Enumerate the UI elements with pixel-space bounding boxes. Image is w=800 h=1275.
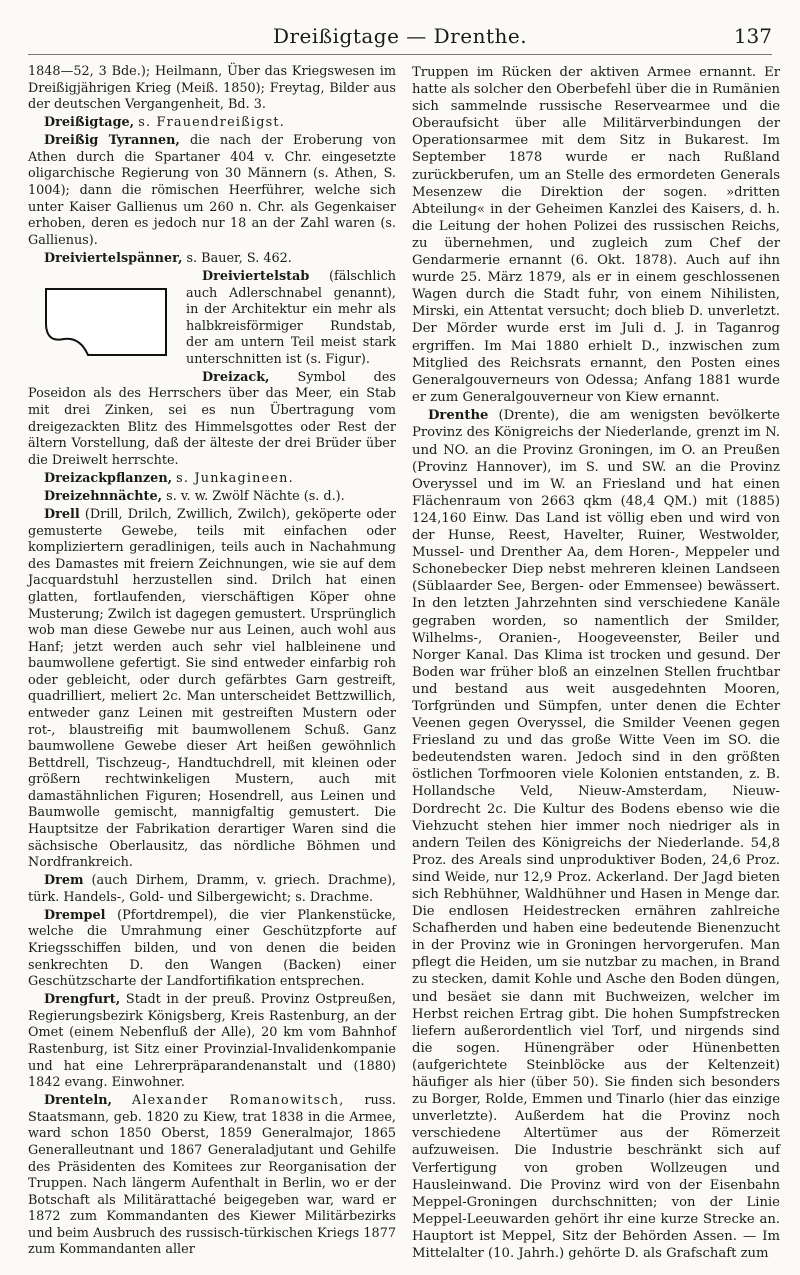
page-number: 137 xyxy=(733,24,772,48)
entry-text: Truppen im Rücken der aktiven Armee ernannt. Er hatte als solcher den Oberbefehl über die in Rumänien sich sammelnde russische Reservearmee und die Oberaufsicht über alle Militärverbindungen der Operationsarmee mit dem Sitz in Bukarest. Im September 1878 wurde er nach Rußland zurückberufen, um an Stelle des ermordeten Generals Mesenzew die Direktion der sogen. »dritten Abteilung« in der Geheimen Kanzlei des Kaisers, d. h. die Leitung der hohen Polizei des russischen Reichs, zu übernehmen, und zugleich zum Chef der Gendarmerie ernannt (6. Okt. 1878). Auch auf ihn wurde 25. März 1879, als er in einem geschlossenen Wagen durch die Stadt fuhr, von einem Nihilisten, Mirski, ein Attentat versucht; doch blieb D. unverletzt. Der Mörder wurde erst im Juli d. J. in Taganrog ergriffen. Im Mai 1880 erhielt D., inzwischen zum Mitglied des Reichsrats ernannt, den Posten eines Generalgouverneurs von Odessa; Anfang 1881 wurde er zum Generalgouverneur von Kiew ernannt. xyxy=(412,65,780,405)
page-header xyxy=(28,20,772,55)
entry-text: Symbol des Poseidon als des Herrschers über das Meer, ein Stab mit drei Zinken, sei es nun Übertragung vom dreigezackten Blitz des Himmelsgottes oder Rest der ältern Vorstellung, daß der älteste der drei Brüder über die Dreiwelt herrschte. xyxy=(28,369,396,468)
entry-drell xyxy=(28,507,396,872)
headword: Drenthe xyxy=(428,408,489,424)
entry-continuation xyxy=(28,64,396,114)
entry-continuation xyxy=(412,64,780,406)
entry-text: (Pfortdrempel), die vier Plankenstücke, welche die Umrahmung einer Geschützpforte auf Kriegsschiffen bilden, und von denen die beiden senkrechten D. den Wangen (Backen) einer Geschützscharte der Landfortifikation entsprechen. xyxy=(28,907,396,990)
entry-text: (Drill, Drilch, Zwillich, Zwilch), geköperte oder gemusterte Gewebe, teils mit einfachen oder kompliziertern geradlinigen, teils auch in Nachahmung des Damastes mit freiern Zeichnungen, wie sie auf dem Jacquardstuhl herzustellen sind. Drilch hat einen glatten, fortlaufenden, vierschäftigen Köper ohne Musterung; Zwilch ist dagegen gemustert. Ursprünglich wob man diese Gewebe nur aus Leinen, auch wohl aus Hanf; jetzt werden auch sehr viel halbleinene und baumwollene gefertigt. Sie sind entweder einfarbig roh oder gebleicht, oder durch gefärbtes Garn gestreift, quadrilliert, meliert 2c. Man unterscheidet Bettzwillich, entweder ganz Leinen mit gestreiften Mustern oder rot-, blaustreifig mit baumwollenem Schuß. Ganz baumwollene Gewebe dieser Art heißen gewöhnlich Bettdrell, Tischzeug-, Handtuchdrell, mit kleinen oder größern rechtwinkeligen Mustern, auch mit damastähnlichen Figuren; Hosendrell, aus Leinen und Baumwolle gemischt, mannigfaltig gemustert. Die Hauptsitze der Fabrikation derartiger Waren sind die sächsische Oberlausitz, das nördliche Böhmen und Nordfrankreich. xyxy=(28,507,396,871)
headword: Drem xyxy=(44,873,84,889)
entry-dreizackpflanzen xyxy=(28,471,396,488)
headword: Dreiviertelspänner, xyxy=(44,250,183,266)
entry-text: (Drente), die am wenigsten bevölkerte Provinz des Königreichs der Niederlande, grenzt im N. und NO. an die Provinz Groningen, im O. an Preußen (Provinz Hannover), im S. und SW. an die Provinz Overyssel und im W. an Friesland und hat einen Flächenraum von 2663 qkm (48,4 QM.) mit (1885) 124,160 Einw. Das Land ist völlig eben und wird von der Hunse, Reest, Havelter, Ruiner, Westwolder, Mussel- und Drenther Aa, dem Horen-, Meppeler und Schonebecker Diep nebst mehreren kleinen Landseen (Süblaarder See, Bergen- oder Emmensee) bewässert. In den letzten Jahrzehnten sind verschiedene Kanäle gegraben worden, so namentlich der Smilder, Wilhelms-, Oranien-, Hoogeveenster, Beiler und Norger Kanal. Das Klima ist trocken und gesund. Der Boden war früher bloß an einzelnen Stellen fruchtbar und bestand aus weit ausgedehnten Mooren, Torfgründen und Sümpfen, unter denen die Echter Veenen gegen Overyssel, die Smilder Veenen gegen Friesland zu und das große Witte Veen im SO. die bedeutendsten waren. Jedoch sind in den größten östlichen Torfmooren viele Kolonien entstanden, z. B. Hollandsche Veld, Nieuw-Amsterdam, Nieuw-Dordrecht 2c. Die Kultur des Bodens ebenso wie die Viehzucht stehen hier immer noch niedriger als in andern Teilen des Königreichs der Niederlande. 54,8 Proz. des Areals sind unproduktiver Boden, 24,6 Proz. sind Weide, nur 12,9 Proz. Ackerland. Der Jagd bieten sich Rebhühner, Waldhühner und Hasen in Menge dar. Die endlosen Heidestrecken ernähren zahlreiche Schafherden und haben eine bedeutende Bienenzucht in der Provinz wie in Groningen hervorgerufen. Man pflegt die Heiden, um sie nutzbar zu machen, in Brand zu stecken, damit Kohle und Asche den Boden düngen, und besäet sie dann mit Buchweizen, welcher im Herbst reichen Ertrag gibt. Die hohen Sumpfstrecken liefern außerordentlich viel Torf, und nirgends sind die sogen. Hünengräber oder Hünenbetten (aufgerichtete Steinblöcke aus der Keltenzeit) häufiger als hier (über 50). Sie finden sich besonders zu Borger, Rolde, Emmen und Tinarlo (hier das einzige unverletzte). Außerdem hat die Provinz noch verschiedene Altertümer aus der Römerzeit aufzuweisen. Die Industrie beschränkt sich auf Verfertigung von groben Wollzeugen und Hausleinwand. Die Provinz wird von der Eisenbahn Meppel-Groningen durchschnitten; von der Linie Meppel-Leeuwarden gehört ihr eine kurze Strecke an. Hauptort ist Meppel, Sitz der Behörden Assen. — Im Mittelalter (10. Jahrh.) gehörte D. als Grafschaft zum xyxy=(412,408,780,1261)
entry-text: 1848—52, 3 Bde.); Heilmann, Über das Kriegswesen im Dreißigjährigen Krieg (Meiß. 1850); Freytag, Bilder aus der deutschen Vergangenheit, Bd. 3. xyxy=(28,64,396,113)
headword: Dreizack, xyxy=(202,369,270,385)
entry-drem xyxy=(28,873,396,906)
entry-text: die nach der Eroberung von Athen durch die Spartaner 404 v. Chr. eingesetzte oligarchische Regierung von 30 Männern (s. Athen, S. 1004); dann die römischen Heerführer, welche sich unter Kaiser Gallienus um 260 n. Chr. als Gegenkaiser erhoben, deren es jedoch nur 18 an der Zahl waren (s. Gallienus). xyxy=(28,133,396,248)
entry-dreizack xyxy=(28,370,396,469)
headword: Dreißig Tyrannen, xyxy=(44,133,180,149)
headword: Dreißigtage, xyxy=(44,115,135,131)
entry-text: russ. Staatsmann, geb. 1820 zu Kiew, trat 1838 in die Armee, ward schon 1850 Oberst, 1859 Generalmajor, 1865 Generalleutnant und 1867 Generaladjutant und Gehilfe des Präsidenten des Komitees zur Reorganisation der Truppen. Nach längerm Aufenthalt in Berlin, wo er der Botschaft als Militärattaché beigegeben war, ward er 1872 zum Kommandanten des Kiewer Militärbezirks und beim Ausbruch des russisch-türkischen Kriegs 1877 zum Kommandanten aller xyxy=(28,1093,396,1258)
headword: Dreiviertelstab xyxy=(202,268,310,284)
entry-drenteln xyxy=(28,1093,396,1259)
entry-dreizehnnaechte xyxy=(28,489,396,506)
entry-dreiviertelstab xyxy=(28,269,396,368)
entry-drempel xyxy=(28,908,396,991)
left-column xyxy=(28,64,396,1261)
headword: Dreizehnnächte, xyxy=(44,488,163,504)
entry-text: (fälschlich auch Adlerschnabel genannt), in der Architektur ein mehr als halbkreisförmiger Rundstab, der am untern Teil meist stark unterschnitten ist (s. Figur). xyxy=(186,268,396,367)
entry-text: s. Bauer, S. 462. xyxy=(186,250,292,266)
entry-drenthe xyxy=(412,407,780,1262)
entry-text: s. Frauendreißigst. xyxy=(138,115,285,131)
entry-drengfurt xyxy=(28,992,396,1091)
headword: Dreizackpflanzen, xyxy=(44,470,173,486)
entry-dreissigtage xyxy=(28,115,396,132)
dreiviertelstab-figure xyxy=(28,275,178,367)
person-name: Alexander Romanowitsch, xyxy=(131,1093,345,1109)
running-title: Dreißigtage — Drenthe. xyxy=(272,24,528,48)
headword: Drempel xyxy=(44,907,106,923)
headword: Drell xyxy=(44,507,80,523)
entry-text: Stadt in der preuß. Provinz Ostpreußen, Regierungsbezirk Königsberg, Kreis Rastenburg, an der Omet (einem Nebenfluß der Alle), 20 km vom Bahnhof Rastenburg, ist Sitz einer Provinzial-Invalidenkompanie und hat eine Lehrerpräparandenanstalt und (1880) 1842 evang. Einwohner. xyxy=(28,992,396,1091)
entry-dreiviertelspaenner xyxy=(28,251,396,268)
entry-text: s. v. w. Zwölf Nächte (s. d.). xyxy=(166,488,345,504)
entry-dreissig-tyrannen xyxy=(28,133,396,249)
right-column xyxy=(412,64,780,1264)
headword: Drengfurt, xyxy=(44,992,121,1008)
headword: Drenteln, xyxy=(44,1093,112,1109)
moulding-profile-figure xyxy=(28,275,178,367)
entry-text: (auch Dirhem, Dramm, v. griech. Drachme), türk. Handels-, Gold- und Silbergewicht; s. Drachme. xyxy=(28,873,396,905)
entry-text: s. Junkagineen. xyxy=(176,470,294,486)
